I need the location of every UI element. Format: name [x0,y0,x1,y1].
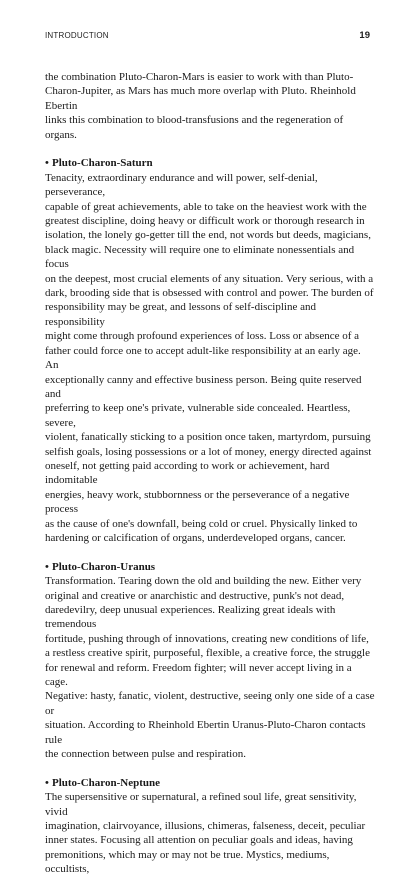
body-text [45,70,375,877]
section-pluto-charon-saturn [45,156,375,545]
bullet-icon: • [45,157,49,170]
section-heading-text: Pluto-Charon-Saturn [52,157,153,170]
section-body: Transformation. Tearing down the old and building the new. Either very original and creative or anarchistic and destructive, punk's not dead, daredevilry, deep unusual experiences. Realizing great ideals with tremendous fortitude, pushing through of innovations, creating new conditions of life, a restless creative spirit, purposeful, flexible, a creative force, the struggle for renewal and reform. Freedom fighter; will never accept living in a cage. Negative: hasty, fanatic, violent, destructive, seeing only one side of a case or situation. According to Rheinhold Ebertin Uranus-Pluto-Charon contacts rule the connection between pulse and respiration. [45,575,375,761]
section-pluto-charon-neptune [45,776,375,877]
section-heading-text: Pluto-Charon-Uranus [52,560,156,573]
bullet-icon: • [45,776,49,789]
intro-paragraph: the combination Pluto-Charon-Mars is easier to work with than Pluto- Charon-Jupiter, as Mars has much more overlap with Pluto. Rheinhold Ebertin links this combination to blood-transfusions and the regeneration of organs. [45,71,356,141]
section-heading [45,156,375,170]
section-pluto-charon-uranus [45,560,375,762]
section-body: The supersensitive or supernatural, a refined soul life, great sensitivity, vivid imagination, clairvoyance, illusions, chimeras, falseness, deceit, peculiar inner states. Focusing all attention on peculiar goals and ideas, having premonitions, which may or may not be true. Mystics, mediums, occultists, [45,791,366,876]
page-number: 19 [359,30,370,41]
bullet-icon: • [45,560,49,573]
section-heading-text: Pluto-Charon-Neptune [52,776,160,789]
section-body: Tenacity, extraordinary endurance and will power, self-denial, perseverance, capable of great achievements, able to take on the heaviest work with the greatest discipline, doing heavy or difficult work or thorough research in isolation, the lonely go-getter till the end, not words but deeds, magicians, black magic. Necessity will require one to eliminate nonessentials and focus on the deepest, most crucial elements of any situation. Very serious, with a dark, brooding side that is obsessed with control and power. The burden of responsibility may be great, and lessons of self-discipline and responsibility might come through profound experiences of loss. Loss or absence of a father could force one to accept adult-like responsibility at an early age. An exceptionally canny and effective business person. Being quite reserved and preferring to keep one's private, vulnerable side concealed. Heartless, severe, violent, fanatically sticking to a position once taken, martyrdom, pursuing selfish goals, losing possessions or a lot of money, energy directed against oneself, not getting paid according to work or achievement, hard indomitable energies, heavy work, stubbornness or the perseverance of a negative process as the cause of one's downfall, being cold or cruel. Physically linked to hardening or calcification of organs, underdeveloped organs, cancer. [45,171,374,544]
running-header [45,30,370,44]
running-title: INTRODUCTION [45,31,109,40]
section-heading [45,776,375,790]
section-heading [45,560,375,574]
